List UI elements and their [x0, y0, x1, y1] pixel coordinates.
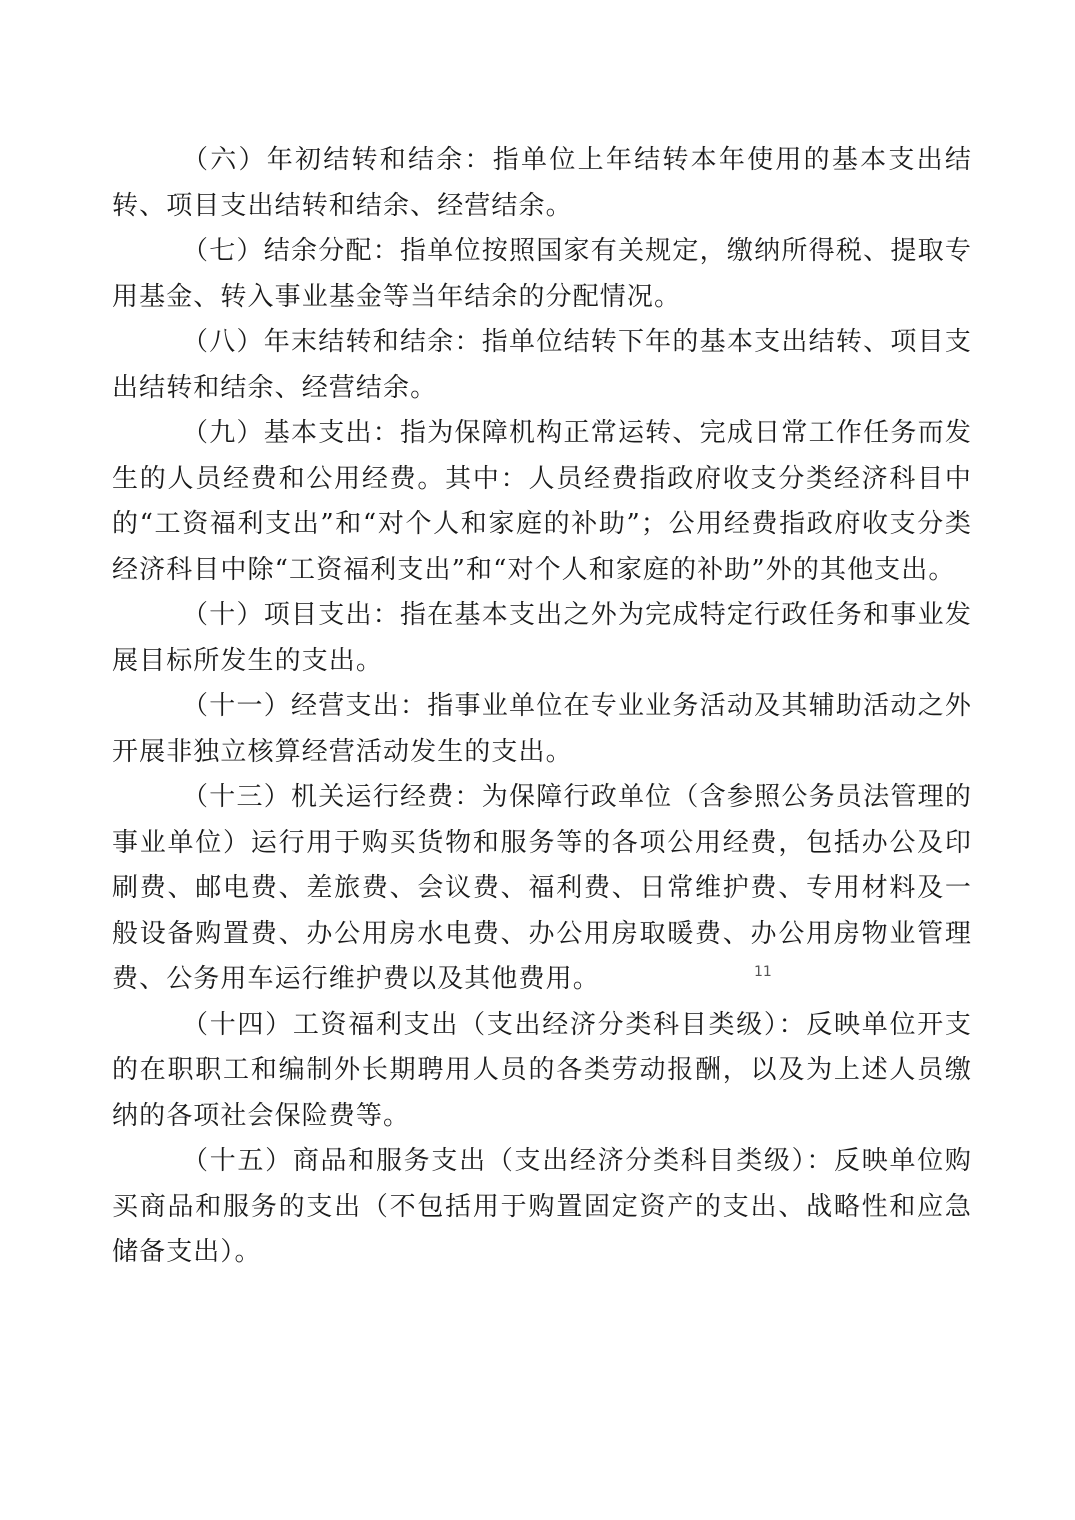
paragraph-agency-operating-funds: （十三）机关运行经费：为保障行政单位（含参照公务员法管理的事业单位）运行用于购买货物和服务等的各项公用经费，包括办公及印刷费、邮电费、差旅费、会议费、福利费、日常维护费、专用材料及一般设备购置费、办公用房水电费、办公用房取暖费、办公用房物业管理费、公务用车运行维护费以及其他费用。: [112, 782, 972, 994]
paragraph-basic-expenditure: （九）基本支出：指为保障机构正常运转、完成日常工作任务而发生的人员经费和公用经费。其中：人员经费指政府收支分类经济科目中的“工资福利支出”和“对个人和家庭的补助”；公用经费指政府收支分类经济科目中除“工资福利支出”和“对个人和家庭的补助”外的其他支出。: [112, 418, 972, 585]
page-number: 11: [754, 964, 772, 980]
paragraph-project-expenditure: （十）项目支出：指在基本支出之外为完成特定行政任务和事业发展目标所发生的支出。: [112, 600, 972, 676]
paragraph-operating-expenditure: （十一）经营支出：指事业单位在专业业务活动及其辅助活动之外开展非独立核算经营活动发生的支出。: [112, 691, 972, 767]
paragraph-carryover-end-of-year: （八）年末结转和结余：指单位结转下年的基本支出结转、项目支出结转和结余、经营结余。: [112, 327, 972, 403]
paragraph-goods-services: （十五）商品和服务支出（支出经济分类科目类级）：反映单位购买商品和服务的支出（不包括用于购置固定资产的支出、战略性和应急储备支出）。: [112, 1146, 972, 1267]
document-body: [112, 138, 972, 1276]
paragraph-carryover-start-of-year: （六）年初结转和结余：指单位上年结转本年使用的基本支出结转、项目支出结转和结余、经营结余。: [112, 145, 972, 221]
paragraph-surplus-distribution: （七）结余分配：指单位按照国家有关规定，缴纳所得税、提取专用基金、转入事业基金等当年结余的分配情况。: [112, 236, 972, 312]
paragraph-wages-welfare: （十四）工资福利支出（支出经济分类科目类级）：反映单位开支的在职职工和编制外长期聘用人员的各类劳动报酬，以及为上述人员缴纳的各项社会保险费等。: [112, 1009, 972, 1131]
